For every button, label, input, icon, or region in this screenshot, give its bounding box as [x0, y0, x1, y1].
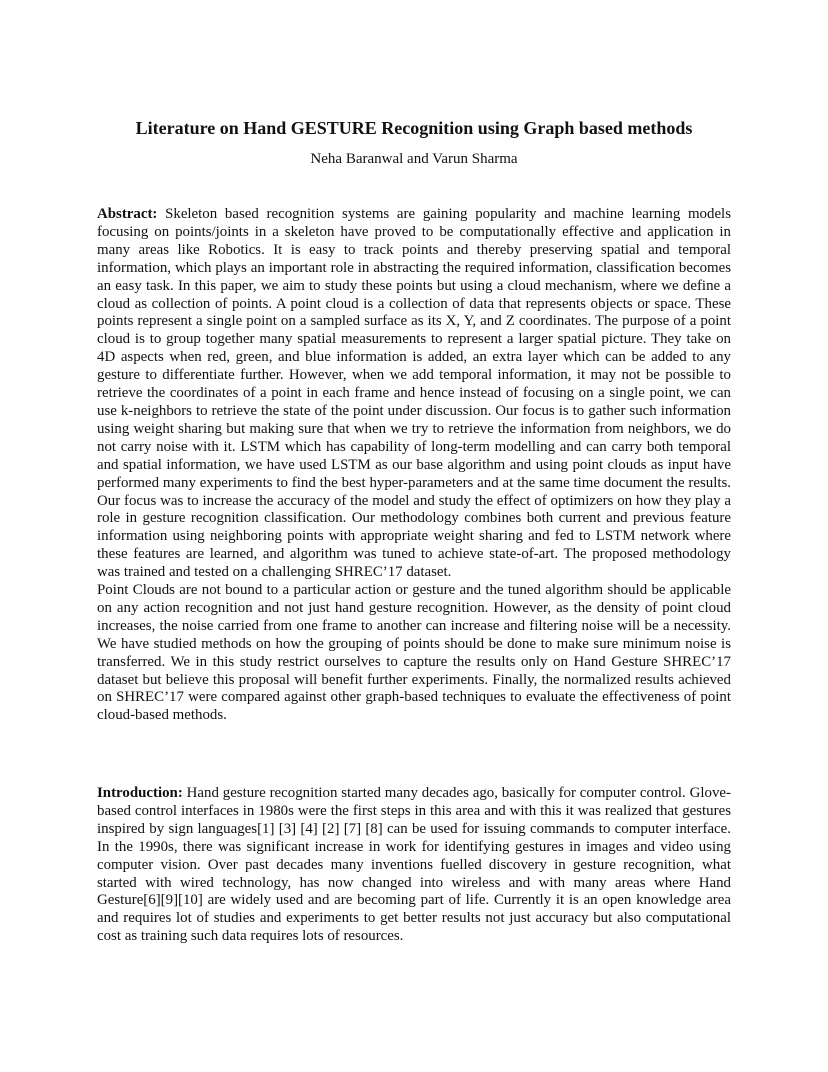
abstract-text-1: Skeleton based recognition systems are gaining popularity and machine learning models focusing on points/joints in a skeleton have proved to be computationally effective and application in many areas like Robotics. It is easy to track points and thereby preserving spatial and temporal information, which plays an important role in abstracting the required information, classification becomes an easy task. In this paper, we aim to study these points but using a cloud mechanism, where we define a cloud as collection of points. A point cloud is a collection of data that represents objects or space. These points represent a single point on a sampled surface as its X, Y, and Z coordinates. The purpose of a point cloud is to group together many spatial measurements to represent a larger spatial picture. They take on 4D aspects when red, green, and blue information is added, an extra layer which can be added to any gesture to differentiate further. However, when we add temporal information, it may not be possible to retrieve the coordinates of a point in each frame and hence instead of focusing on a single point, we can use k-neighbors to retrieve the state of the point under discussion. Our focus is to gather such information using weight sharing but making sure that when we try to retrieve the information from neighbors, we do not carry noise with it. LSTM which has capability of long-term modelling and can carry both temporal and spatial information, we have used LSTM as our base algorithm and using point clouds as input have performed many experiments to find the best hyper-parameters and at the same time document the results. Our focus was to increase the accuracy of the model and study the effect of optimizers on how they play a role in gesture recognition classification. Our methodology combines both current and previous feature information using neighboring points with appropriate weight sharing and fed to LSTM network where these features are learned, and algorithm was tuned to achieve state-of-art. The proposed methodology was trained and tested on a challenging SHREC’17 dataset.	[97, 206, 731, 581]
abstract-heading: Abstract:	[97, 206, 158, 222]
abstract-section	[97, 206, 731, 725]
introduction-section	[97, 785, 731, 946]
paper-title: Literature on Hand GESTURE Recognition using Graph based methods	[135, 118, 693, 138]
introduction-heading: Introduction:	[97, 785, 183, 801]
introduction-paragraph-1	[97, 785, 731, 946]
abstract-paragraph-2: Point Clouds are not bound to a particular action or gesture and the tuned algorithm should be applicable on any action recognition and not just hand gesture recognition. However, as the density of point cloud increases, the noise carried from one frame to another can increase and filtering noise will be a necessity. We have studied methods on how the grouping of points should be done to make sure minimum noise is transferred. We in this study restrict ourselves to capture the results only on Hand Gesture SHREC’17 dataset but believe this proposal will benefit further experiments. Finally, the normalized results achieved on SHREC’17 were compared against other graph-based techniques to evaluate the effectiveness of point cloud-based methods.	[97, 582, 731, 724]
paper-authors: Neha Baranwal and Varun Sharma	[310, 151, 518, 167]
abstract-paragraph-1	[97, 206, 731, 582]
introduction-text-1: Hand gesture recognition started many decades ago, basically for computer control. Glove-based control interfaces in 1980s were the first steps in this area and with this it was realized that gestures inspired by sign languages[1] [3] [4] [2] [7] [8] can be used for issuing commands to computer interface. In the 1990s, there was significant increase in work for identifying gestures in images and video using computer vision. Over past decades many inventions fuelled discovery in gesture recognition, what started with wired technology, has now changed into wireless and with many areas where Hand Gesture[6][9][10] are widely used and are becoming part of life. Currently it is an open knowledge area and requires lot of studies and experiments to get better results not just accuracy but also computational cost as training such data requires lots of resources.	[97, 785, 731, 945]
